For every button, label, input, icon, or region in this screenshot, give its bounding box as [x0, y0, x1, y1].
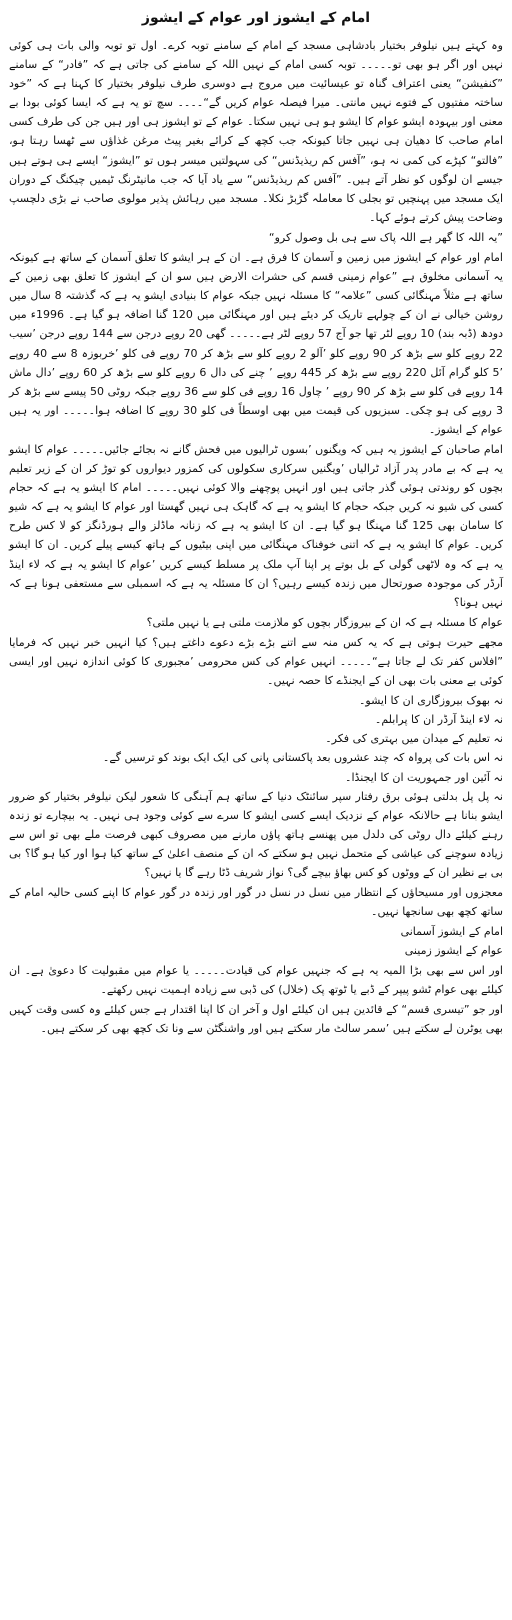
paragraph-intro: وہ کہتے ہیں نیلوفر بختیار بادشاہی مسجد کے امام کے سامنے توبہ کرے۔ اول تو توبہ والی بات ہی کوئی نہیں اور اگر ہو بھی تو۔۔۔۔۔ توبہ کسی امام کے نہیں اللہ کے سامنے کی جاتی ہے کہ ”فادر“ کے سامنے ”کنفیشن“ یعنی اعتراف گناہ تو عیسائیت میں مروج ہے دوسری طرف نیلوفر بختیار کا کہنا ہے کہ ”خود ساختہ مفتیوں کے فتوے نہیں مانتی۔ میرا فیصلہ عوام کریں گے“۔۔۔۔ سچ تو یہ ہے کہ ایسا کوئی بودا بے معنی اور بیہودہ ایشو عوام کا ایشو ہو ہی نہیں سکتا۔ عوام کے تو ایشوز ہی اور ہیں جن کی طرف کسی امام صاحب کا دھیان ہی نہیں جاتا کیونکہ جب کچھ کے کرائے بغیر پیٹ مرغن غذاؤں سے ٹھسا رہتا ہو، ”فالتو“ کپڑے کی کمی نہ ہو، ”آفس کم ریذیڈنس“ کی سہولتیں میسر ہوں تو ”ایشوز“ ایسے ہی ہوتے ہیں جیسے ان لوگوں کو نظر آتے ہیں۔ ”آفس کم ریذیڈنس“ سے یاد آیا کہ جب مانیٹرنگ ٹیمیں چیکنگ کے دوران ایک مسجد میں پہنچیں تو بجلی کا معاملہ گڑبڑ نکلا۔ مسجد میں رہائش پذیر مولوی صاحب نے بڑی دلچسپ وضاحت پیش کرتے ہوئے کہا۔ [9, 39, 503, 224]
paragraph-miracles: معجزوں اور مسیحاؤں کے انتظار میں نسل در نسل در گور اور زندہ در گور عوام کا اپنے کسی حالیہ امام کے ساتھ کچھ بھی سانجھا نہیں۔ [9, 886, 503, 919]
paragraph-world: نہ پل پل بدلتی ہوئی برق رفتار سپر سائنٹک دنیا کے ساتھ ہم آہنگی کا شعور لیکن نیلوفر بختیار کو ضرور ایشو بنانا ہے حالانکہ عوام کے نزدیک ایسے کسی ایشو کا سرے سے کوئی وجود ہی نہیں۔ یہ بیچارے تو زندہ رہنے کیلئے دال روٹی کی دلدل میں پھنسے ہاتھ پاؤں مارنے میں مصروف کبھی فرصت ملے بھی تو اس سے زیادہ سوچنے کی عیاشی کے متحمل نہیں ہو سکتے کہ ان کے منصف اعلیٰ کے ساتھ کیا ہوا اور کیا ہو گا؟ بی بی بے نظیر ان کے ووٹوں کو کس بھاؤ بیچے گی؟ نواز شریف ڈٹا رہے گا یا نہیں؟ [9, 789, 503, 880]
paragraph-third-kind: اور جو ”تیسری قسم“ کے قائدین ہیں ان کیلئے اول و آخر ان کا اپنا اقتدار ہے جس کیلئے وہ کسی وقت کہیں بھی یوٹرن لے سکتے ہیں ’سمر سالٹ مار سکتے ہیں اور واشنگٹن سے ونا تک کچھ بھی کر سکتے ہیں۔ [9, 1002, 503, 1035]
paragraph-tragedy: اور اس سے بھی بڑا المیہ یہ ہے کہ جنہیں عوام کی قیادت۔۔۔۔۔ یا عوام میں مقبولیت کا دعویٰ ہے۔ ان کیلئے بھی عوام ٹشو پیپر کے ڈبے یا ٹوتھ پک (خلال) کی ڈبی سے زیادہ اہمیت نہیں رکھتے۔ [9, 963, 503, 996]
article-title: امام کے ایشوز اور عوام کے ایشوز [141, 10, 371, 26]
paragraph-surprise: مجھے حیرت ہوتی ہے کہ یہ کس منہ سے اتنے بڑے بڑے دعوے داغتے ہیں؟ کیا انہیں خبر نہیں کہ فرمایا ”افلاس کفر تک لے جاتا ہے“۔۔۔۔۔ انہیں عوام کی کس محرومی ’مجبوری کا کوئی اندازہ نہیں اور ایسی کوئی بے معنی بات بھی ان کے ایجنڈے کا حصہ نہیں۔ [9, 635, 503, 688]
list-item: نہ بھوک بیروزگاری ان کا ایشو۔ [358, 694, 503, 708]
list-item: نہ لاء اینڈ آرڈر ان کا پرابلم۔ [374, 713, 503, 727]
paragraph-prices: امام اور عوام کے ایشوز میں زمین و آسمان کا فرق ہے۔ ان کے ہر ایشو کا تعلق آسمان کے ساتھ ہے کیونکہ یہ آسمانی مخلوق ہے ”عوام زمینی قسم کی حشرات الارض ہیں سو ان کے ایشوز کا تعلق بھی زمین کے ساتھ ہے مثلاً مہنگائی کسی ”علامہ“ کا مسئلہ نہیں جبکہ عوام کا بنیادی ایشو یہ ہے کہ گذشتہ 8 سال میں روشن خیالی نے ان کے چولہے تاریک کر دیئے ہیں اور مہنگائی میں 120 گنا اضافہ ہو گیا ہے۔ 1996ء میں دودھ (ڈبہ بند) 10 روپے لٹر تھا جو آج 57 روپے لٹر ہے۔۔۔۔۔ گھی 20 روپے درجن سے 144 روپے درجن ’سیب 22 روپے کلو سے بڑھ کر 90 روپے کلو ’آلو 2 روپے کلو سے بڑھ کر 70 روپے فی کلو ’خربوزہ 8 سے 40 روپے ’5 کلو گرام آئل 220 روپے سے بڑھ کر 445 روپے ’ چنے کی دال 6 روپے کلو سے بڑھ کر 60 روپے ’دال ماش 14 روپے فی کلو سے بڑھ کر 90 روپے ’ چاول 16 روپے فی کلو سے 36 روپے جبکہ روٹی 50 پیسے سے بڑھ کر 3 روپے کی ہو چکی۔ سبزیوں کی قیمت میں بھی اوسطاً فی کلو 30 روپے کا اضافہ ہوا۔۔۔۔۔ اور یہ ہیں عوام کے ایشوز۔ [9, 251, 504, 436]
paragraph-comparison: امام صاحبان کے ایشوز یہ ہیں کہ ویگنوں ’بسوں ٹرالیوں میں فحش گانے نہ بجائے جائیں۔۔۔۔۔ عوام کا ایشو یہ ہے کہ بے مادر پدر آزاد ٹرالیاں ’ویگنیں سرکاری سکولوں کی کمزور دیواروں کو توڑ کر ان کے زیر تعلیم بچوں کو روندتی ہوئی گذر جاتی ہیں اور انہیں پوچھنے والا کوئی نہیں۔۔۔۔۔ امام کا ایشو یہ ہے کہ حجام کسی کی شیو نہ کریں جبکہ حجام کا ایشو یہ ہے کہ گاہک ہی نہیں گھستا اور عوام کا ایشو یہ ہے کہ شیو کا سامان بھی 125 گنا مہنگا ہو گیا ہے۔ ان کا ایشو یہ ہے کہ زنانہ ماڈلز والے ہورڈنگز کو لا کس طرح کریں۔ عوام کا ایشو یہ ہے کہ اتنی خوفناک مہنگائی میں اپنی بیٹیوں کے ہاتھ کیسے پیلے کریں۔ ان کا ایشو یہ ہے کہ وہ لاٹھی گولی کے بل بوتے پر اپنا آپ ملک پر مسلط کیسے کریں ’عوام کا ایشو یہ ہے کہ لاء اینڈ آرڈر کی موجودہ صورتحال میں زندہ کیسے رہیں؟ ان کا مسئلہ یہ ہے کہ اسمبلی سے مستعفی ہونا ہے کہ نہیں ہونا؟ [9, 442, 503, 609]
paragraph-quote: ”یہ اللہ کا گھر ہے اللہ پاک سے ہی بل وصول کرو“ [268, 230, 503, 244]
paragraph-unemployment: عوام کا مسئلہ ہے کہ ان کے بیروزگار بچوں کو ملازمت ملتی ہے یا نہیں ملتی؟ [146, 615, 503, 629]
summary-line: امام کے ایشوز آسمانی [400, 925, 503, 939]
list-item: نہ تعلیم کے میدان میں بہتری کی فکر۔ [325, 732, 503, 746]
summary-line: عوام کے ایشوز زمینی [404, 944, 503, 958]
list-item: نہ آئین اور جمہوریت ان کا ایجنڈا۔ [345, 770, 503, 784]
list-item: نہ اس بات کی پرواہ کہ چند عشروں بعد پاکستانی پانی کی ایک ایک بوند کو ترسیں گے۔ [102, 751, 503, 765]
